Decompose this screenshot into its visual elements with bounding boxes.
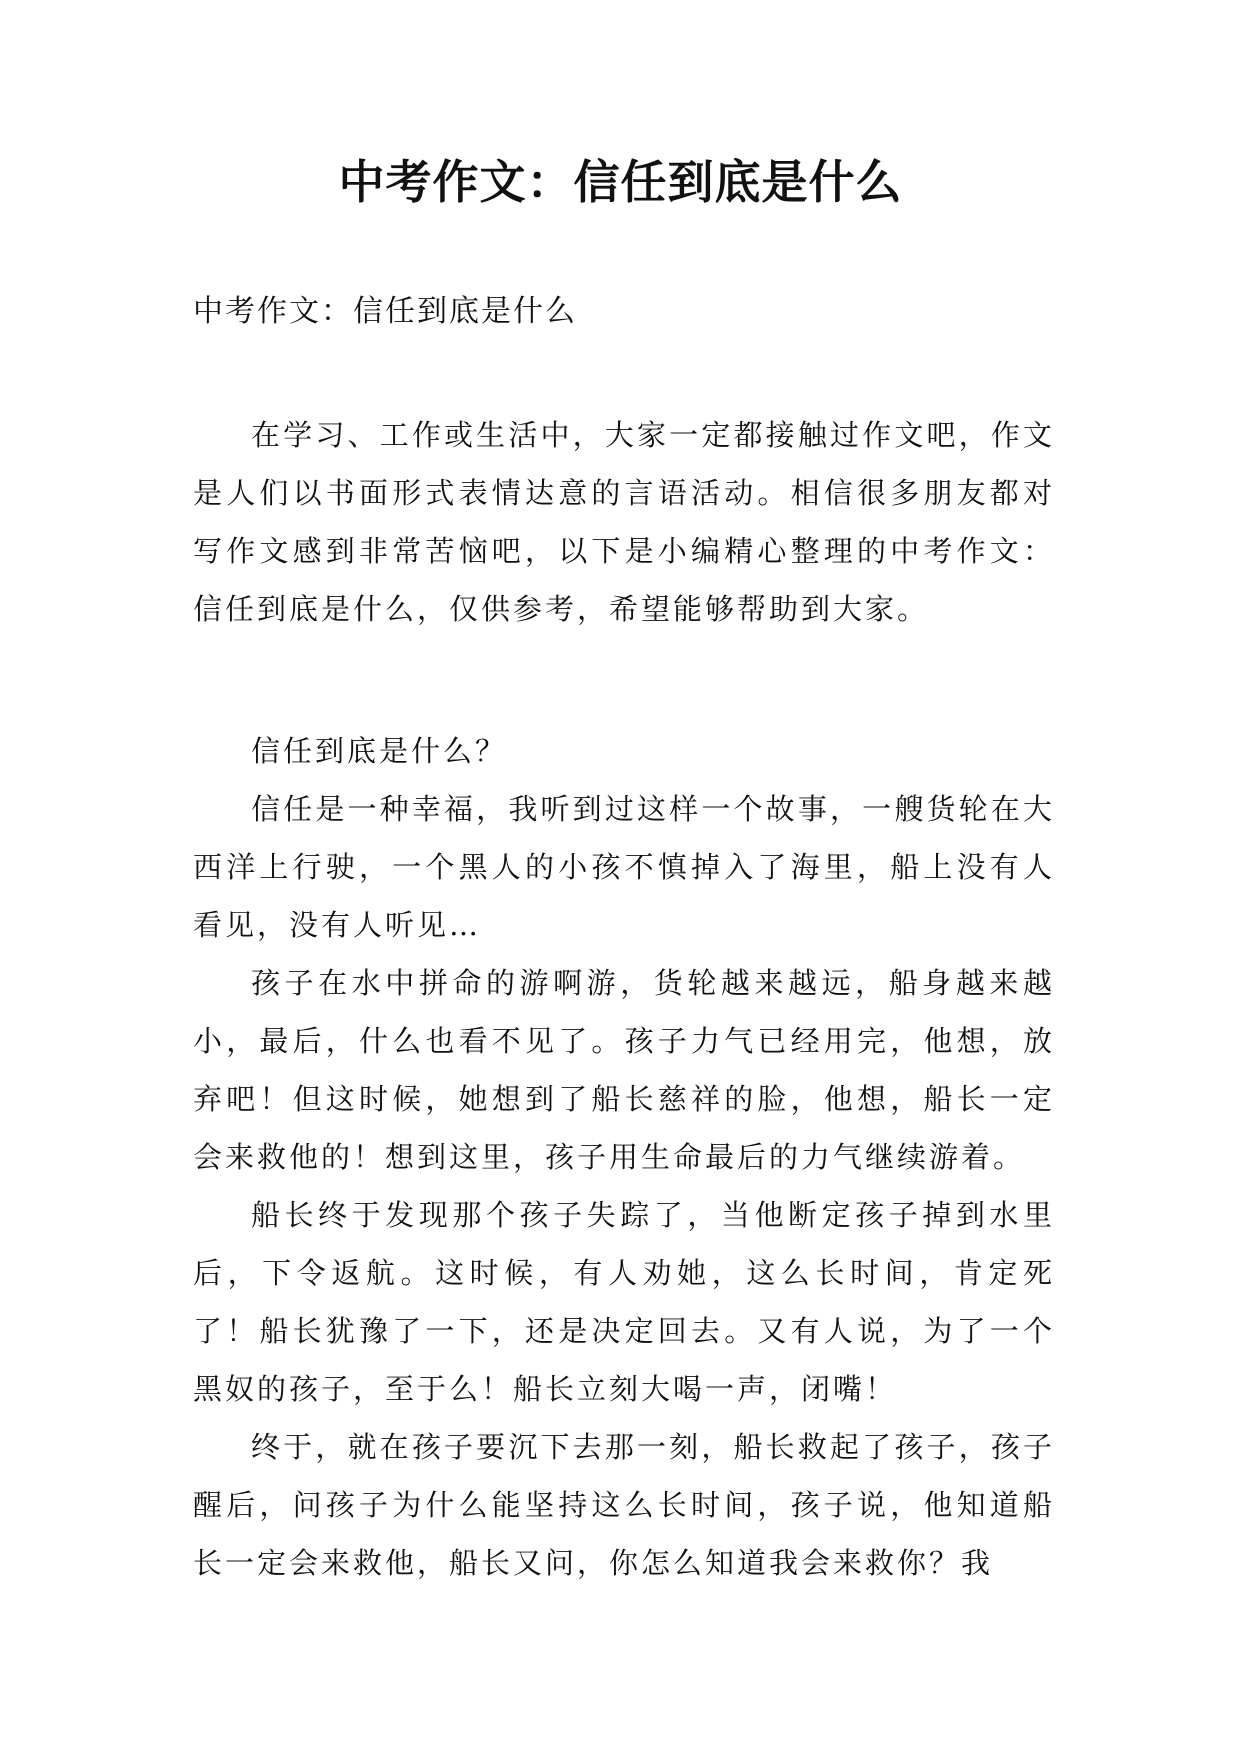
- body-paragraph: 船长终于发现那个孩子失踪了，当他断定孩子掉到水里后，下令返航。这时候，有人劝她，这么长时间，肯定死了！船长犹豫了一下，还是决定回去。又有人说，为了一个黑奴的孩子，至于么！船长立刻大喝一声，闭嘴！: [193, 1198, 1055, 1406]
- body-paragraph: 信任到底是什么？: [251, 734, 508, 768]
- body-paragraph: 信任是一种幸福，我听到过这样一个故事，一艘货轮在大西洋上行驶，一个黑人的小孩不慎掉入了海里，船上没有人看见，没有人听见…: [193, 792, 1055, 942]
- body-paragraph: 终于，就在孩子要沉下去那一刻，船长救起了孩子，孩子醒后，问孩子为什么能坚持这么长时间，孩子说，他知道船长一定会来救他，船长又问，你怎么知道我会来救你？我: [193, 1430, 1055, 1580]
- document-subtitle: 中考作文：信任到底是什么: [193, 294, 577, 329]
- intro-paragraph: 在学习、工作或生活中，大家一定都接触过作文吧，作文是人们以书面形式表情达意的言语活动。相信很多朋友都对写作文感到非常苦恼吧，以下是小编精心整理的中考作文：信任到底是什么，仅供参考，希望能够帮助到大家。: [193, 418, 1055, 626]
- paragraph-gap: [193, 638, 1055, 722]
- document-title: 中考作文：信任到底是什么: [338, 155, 903, 209]
- body-paragraph: 孩子在水中拼命的游啊游，货轮越来越远，船身越来越小，最后，什么也看不见了。孩子力气已经用完，他想，放弃吧！但这时候，她想到了船长慈祥的脸，他想，船长一定会来救他的！想到这里，孩子用生命最后的力气继续游着。: [193, 966, 1055, 1174]
- document-body: [193, 406, 1055, 1592]
